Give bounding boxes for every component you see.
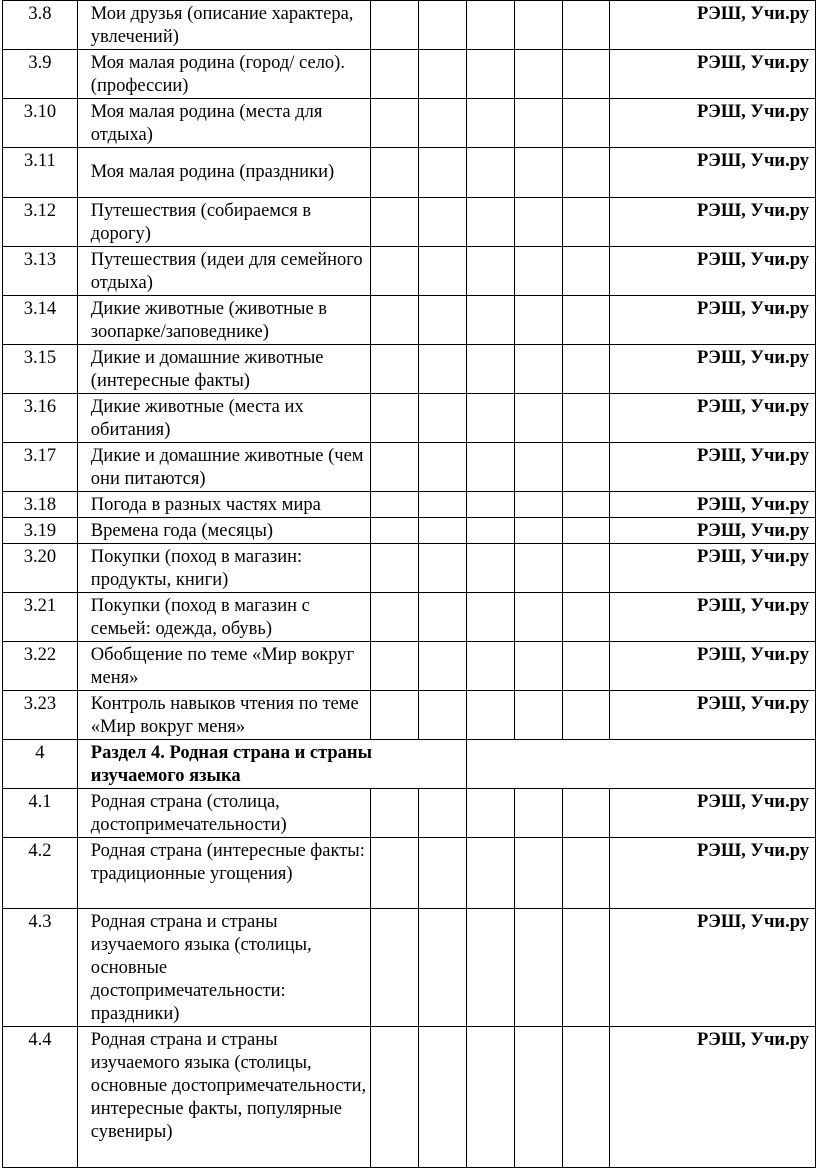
row-topic: Родная страна (столица, достопримечательности) xyxy=(77,789,371,838)
empty-cell xyxy=(466,345,514,394)
row-number: 3.9 xyxy=(3,50,78,99)
empty-cell xyxy=(514,838,562,909)
empty-cell xyxy=(562,1027,610,1168)
empty-cell xyxy=(562,394,610,443)
empty-cell xyxy=(514,789,562,838)
row-resource: РЭШ, Учи.ру xyxy=(610,443,816,492)
row-topic: Моя малая родина (праздники) xyxy=(77,148,371,198)
table-row xyxy=(3,642,816,691)
row-resource: РЭШ, Учи.ру xyxy=(610,838,816,909)
empty-cell xyxy=(419,99,467,148)
table-body xyxy=(3,1,816,1168)
table-row xyxy=(3,518,816,544)
row-number: 4.4 xyxy=(3,1027,78,1168)
row-resource: РЭШ, Учи.ру xyxy=(610,789,816,838)
empty-cell xyxy=(419,518,467,544)
row-number: 3.22 xyxy=(3,642,78,691)
empty-cell xyxy=(371,443,419,492)
section-number: 4 xyxy=(3,740,78,789)
empty-cell xyxy=(466,443,514,492)
row-topic: Путешествия (идеи для семейного отдыха) xyxy=(77,247,371,296)
row-number: 3.20 xyxy=(3,544,78,593)
empty-cell xyxy=(419,148,467,198)
table-row xyxy=(3,909,816,1027)
row-topic: Дикие и домашние животные (чем они питаются) xyxy=(77,443,371,492)
row-topic: Родная страна и страны изучаемого языка (столицы, основные достопримечательности, интересные факты, популярные сувениры) xyxy=(77,1027,371,1168)
empty-cell xyxy=(562,909,610,1027)
empty-cell xyxy=(562,518,610,544)
empty-cell xyxy=(371,492,419,518)
row-resource: РЭШ, Учи.ру xyxy=(610,909,816,1027)
empty-cell xyxy=(514,50,562,99)
table-row xyxy=(3,296,816,345)
empty-cell xyxy=(514,296,562,345)
table-row xyxy=(3,1,816,50)
empty-cell xyxy=(466,691,514,740)
table-row xyxy=(3,443,816,492)
lesson-plan-table xyxy=(2,0,816,1168)
empty-cell xyxy=(514,148,562,198)
empty-cell xyxy=(371,50,419,99)
empty-cell xyxy=(419,691,467,740)
empty-cell xyxy=(419,909,467,1027)
row-topic: Родная страна (интересные факты: традиционные угощения) xyxy=(77,838,371,909)
empty-cell xyxy=(514,443,562,492)
empty-cell xyxy=(562,198,610,247)
empty-cell xyxy=(371,148,419,198)
row-resource: РЭШ, Учи.ру xyxy=(610,1,816,50)
empty-cell xyxy=(371,789,419,838)
row-number: 3.12 xyxy=(3,198,78,247)
table-row xyxy=(3,838,816,909)
empty-cell xyxy=(419,492,467,518)
empty-cell xyxy=(371,247,419,296)
table-row xyxy=(3,492,816,518)
row-number: 4.1 xyxy=(3,789,78,838)
row-number: 3.23 xyxy=(3,691,78,740)
table-row xyxy=(3,99,816,148)
empty-cell xyxy=(466,909,514,1027)
empty-cell xyxy=(514,691,562,740)
row-topic: Дикие животные (животные в зоопарке/заповеднике) xyxy=(77,296,371,345)
empty-cell xyxy=(419,1027,467,1168)
empty-cell xyxy=(466,198,514,247)
row-resource: РЭШ, Учи.ру xyxy=(610,345,816,394)
row-resource: РЭШ, Учи.ру xyxy=(610,593,816,642)
empty-cell xyxy=(419,345,467,394)
row-resource: РЭШ, Учи.ру xyxy=(610,492,816,518)
empty-cell xyxy=(562,642,610,691)
row-resource: РЭШ, Учи.ру xyxy=(610,1027,816,1168)
empty-cell xyxy=(562,99,610,148)
empty-cell xyxy=(514,492,562,518)
empty-cell xyxy=(466,1,514,50)
table-row xyxy=(3,544,816,593)
row-resource: РЭШ, Учи.ру xyxy=(610,691,816,740)
empty-cell xyxy=(466,99,514,148)
row-topic: Времена года (месяцы) xyxy=(77,518,371,544)
empty-cell xyxy=(419,544,467,593)
empty-cell xyxy=(371,691,419,740)
row-topic: Контроль навыков чтения по теме «Мир вокруг меня» xyxy=(77,691,371,740)
empty-cell xyxy=(514,642,562,691)
table-row xyxy=(3,394,816,443)
empty-cell xyxy=(562,296,610,345)
table-row xyxy=(3,691,816,740)
empty-cell xyxy=(371,99,419,148)
empty-cell xyxy=(371,593,419,642)
row-topic: Мои друзья (описание характера, увлечений) xyxy=(77,1,371,50)
table-row xyxy=(3,247,816,296)
empty-cell xyxy=(514,593,562,642)
empty-cell xyxy=(466,1027,514,1168)
empty-cell xyxy=(371,544,419,593)
empty-cell xyxy=(562,443,610,492)
empty-cell xyxy=(466,544,514,593)
row-topic: Покупки (поход в магазин: продукты, книги) xyxy=(77,544,371,593)
table-row xyxy=(3,198,816,247)
empty-cell xyxy=(562,789,610,838)
empty-cell xyxy=(514,394,562,443)
table-row xyxy=(3,148,816,198)
empty-cell xyxy=(419,247,467,296)
row-topic: Покупки (поход в магазин с семьей: одежда, обувь) xyxy=(77,593,371,642)
row-number: 3.13 xyxy=(3,247,78,296)
empty-cell xyxy=(514,544,562,593)
empty-cell xyxy=(419,838,467,909)
empty-cell xyxy=(419,443,467,492)
row-resource: РЭШ, Учи.ру xyxy=(610,148,816,198)
table-row xyxy=(3,50,816,99)
row-resource: РЭШ, Учи.ру xyxy=(610,99,816,148)
empty-cell xyxy=(466,148,514,198)
empty-cell xyxy=(466,296,514,345)
table-row xyxy=(3,1027,816,1168)
empty-cell xyxy=(466,789,514,838)
empty-cell xyxy=(466,838,514,909)
row-resource: РЭШ, Учи.ру xyxy=(610,518,816,544)
empty-cell xyxy=(371,394,419,443)
empty-cell xyxy=(562,492,610,518)
empty-cell xyxy=(419,50,467,99)
empty-cell xyxy=(466,50,514,99)
row-resource: РЭШ, Учи.ру xyxy=(610,642,816,691)
empty-cell xyxy=(562,838,610,909)
row-number: 4.3 xyxy=(3,909,78,1027)
empty-cell xyxy=(514,99,562,148)
row-number: 3.11 xyxy=(3,148,78,198)
empty-cell xyxy=(371,642,419,691)
row-topic: Обобщение по теме «Мир вокруг меня» xyxy=(77,642,371,691)
empty-cell xyxy=(419,642,467,691)
row-topic: Дикие животные (места их обитания) xyxy=(77,394,371,443)
row-number: 3.14 xyxy=(3,296,78,345)
row-number: 3.19 xyxy=(3,518,78,544)
row-resource: РЭШ, Учи.ру xyxy=(610,544,816,593)
row-number: 3.17 xyxy=(3,443,78,492)
row-number: 3.8 xyxy=(3,1,78,50)
empty-cell xyxy=(466,740,815,789)
section-title: Раздел 4. Родная страна и страны изучаемого языка xyxy=(77,740,466,789)
empty-cell xyxy=(371,198,419,247)
row-topic: Путешествия (собираемся в дорогу) xyxy=(77,198,371,247)
empty-cell xyxy=(562,593,610,642)
empty-cell xyxy=(466,394,514,443)
empty-cell xyxy=(562,50,610,99)
empty-cell xyxy=(466,247,514,296)
empty-cell xyxy=(466,642,514,691)
empty-cell xyxy=(562,148,610,198)
empty-cell xyxy=(371,1,419,50)
empty-cell xyxy=(419,789,467,838)
row-resource: РЭШ, Учи.ру xyxy=(610,247,816,296)
empty-cell xyxy=(562,345,610,394)
empty-cell xyxy=(514,247,562,296)
empty-cell xyxy=(371,345,419,394)
empty-cell xyxy=(514,518,562,544)
empty-cell xyxy=(562,691,610,740)
empty-cell xyxy=(514,345,562,394)
empty-cell xyxy=(371,909,419,1027)
empty-cell xyxy=(514,198,562,247)
row-topic: Моя малая родина (город/ село). (профессии) xyxy=(77,50,371,99)
empty-cell xyxy=(562,1,610,50)
section-row xyxy=(3,740,816,789)
row-topic: Моя малая родина (места для отдыха) xyxy=(77,99,371,148)
table-row xyxy=(3,345,816,394)
empty-cell xyxy=(514,1,562,50)
empty-cell xyxy=(514,909,562,1027)
row-number: 3.10 xyxy=(3,99,78,148)
row-resource: РЭШ, Учи.ру xyxy=(610,50,816,99)
row-topic: Погода в разных частях мира xyxy=(77,492,371,518)
empty-cell xyxy=(419,593,467,642)
empty-cell xyxy=(466,593,514,642)
empty-cell xyxy=(419,198,467,247)
row-number: 3.15 xyxy=(3,345,78,394)
row-number: 3.16 xyxy=(3,394,78,443)
empty-cell xyxy=(371,1027,419,1168)
row-resource: РЭШ, Учи.ру xyxy=(610,198,816,247)
empty-cell xyxy=(562,247,610,296)
row-number: 4.2 xyxy=(3,838,78,909)
row-resource: РЭШ, Учи.ру xyxy=(610,296,816,345)
empty-cell xyxy=(514,1027,562,1168)
empty-cell xyxy=(419,394,467,443)
empty-cell xyxy=(371,838,419,909)
row-topic: Родная страна и страны изучаемого языка (столицы, основные достопримечательности: праздники) xyxy=(77,909,371,1027)
empty-cell xyxy=(562,544,610,593)
empty-cell xyxy=(466,492,514,518)
table-row xyxy=(3,789,816,838)
empty-cell xyxy=(419,296,467,345)
empty-cell xyxy=(371,296,419,345)
empty-cell xyxy=(466,518,514,544)
row-resource: РЭШ, Учи.ру xyxy=(610,394,816,443)
empty-cell xyxy=(371,518,419,544)
row-number: 3.21 xyxy=(3,593,78,642)
row-number: 3.18 xyxy=(3,492,78,518)
table-row xyxy=(3,593,816,642)
empty-cell xyxy=(419,1,467,50)
row-topic: Дикие и домашние животные (интересные факты) xyxy=(77,345,371,394)
